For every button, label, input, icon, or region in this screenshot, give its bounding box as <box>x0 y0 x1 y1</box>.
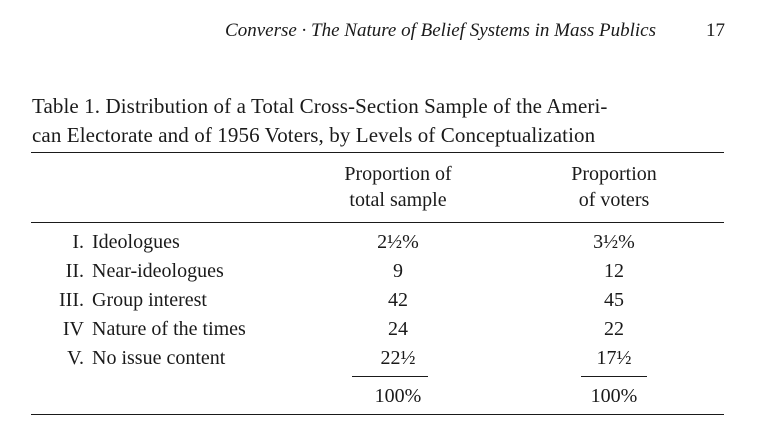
table-totals-row <box>0 381 783 411</box>
row-number: III. <box>59 289 84 311</box>
row-number: V. <box>67 347 84 369</box>
row-number: I. <box>72 231 84 253</box>
column-header-line: Proportion <box>571 163 657 185</box>
cell-total-sample: 24 <box>388 318 408 340</box>
column-header-voters <box>514 161 714 213</box>
column-header-total-sample <box>298 161 498 213</box>
sum-underline <box>581 376 647 377</box>
table-caption <box>32 92 732 150</box>
cell-total-sample: 42 <box>388 289 408 311</box>
table-header-rule <box>31 222 724 223</box>
cell-voters: 12 <box>604 260 624 282</box>
table-caption-line: can Electorate and of 1956 Voters, by Levels of Conceptualization <box>32 123 596 147</box>
table-row <box>0 256 783 286</box>
cell-voters: 45 <box>604 289 624 311</box>
column-header-line: Proportion of <box>344 163 452 185</box>
total-total-sample: 100% <box>374 385 422 407</box>
table-row <box>0 285 783 315</box>
row-label: Nature of the times <box>92 318 246 340</box>
row-number: IV <box>62 318 84 340</box>
row-label: Ideologues <box>92 231 180 253</box>
table-row <box>0 314 783 344</box>
cell-total-sample: 9 <box>393 260 403 282</box>
row-label: No issue content <box>92 347 226 369</box>
cell-voters: 22 <box>604 318 624 340</box>
cell-total-sample: 2½% <box>377 231 419 253</box>
sum-underline <box>352 376 428 377</box>
running-head-title: Converse · The Nature of Belief Systems in Mass Publics <box>225 20 656 41</box>
table-top-rule <box>31 152 724 153</box>
column-header-line: of voters <box>578 189 650 211</box>
table-row <box>0 343 783 373</box>
row-label: Near-ideologues <box>92 260 224 282</box>
row-label: Group interest <box>92 289 207 311</box>
table-row <box>0 227 783 257</box>
row-number: II. <box>65 260 84 282</box>
cell-voters: 17½ <box>596 347 632 369</box>
table-caption-line: Table 1. Distribution of a Total Cross-Section Sample of the Ameri- <box>32 94 608 118</box>
cell-voters: 3½% <box>593 231 635 253</box>
running-head <box>0 20 783 46</box>
table-bottom-rule <box>31 414 724 415</box>
cell-total-sample: 22½ <box>380 347 416 369</box>
total-voters: 100% <box>590 385 638 407</box>
column-header-line: total sample <box>349 189 447 211</box>
page-number: 17 <box>706 20 725 41</box>
